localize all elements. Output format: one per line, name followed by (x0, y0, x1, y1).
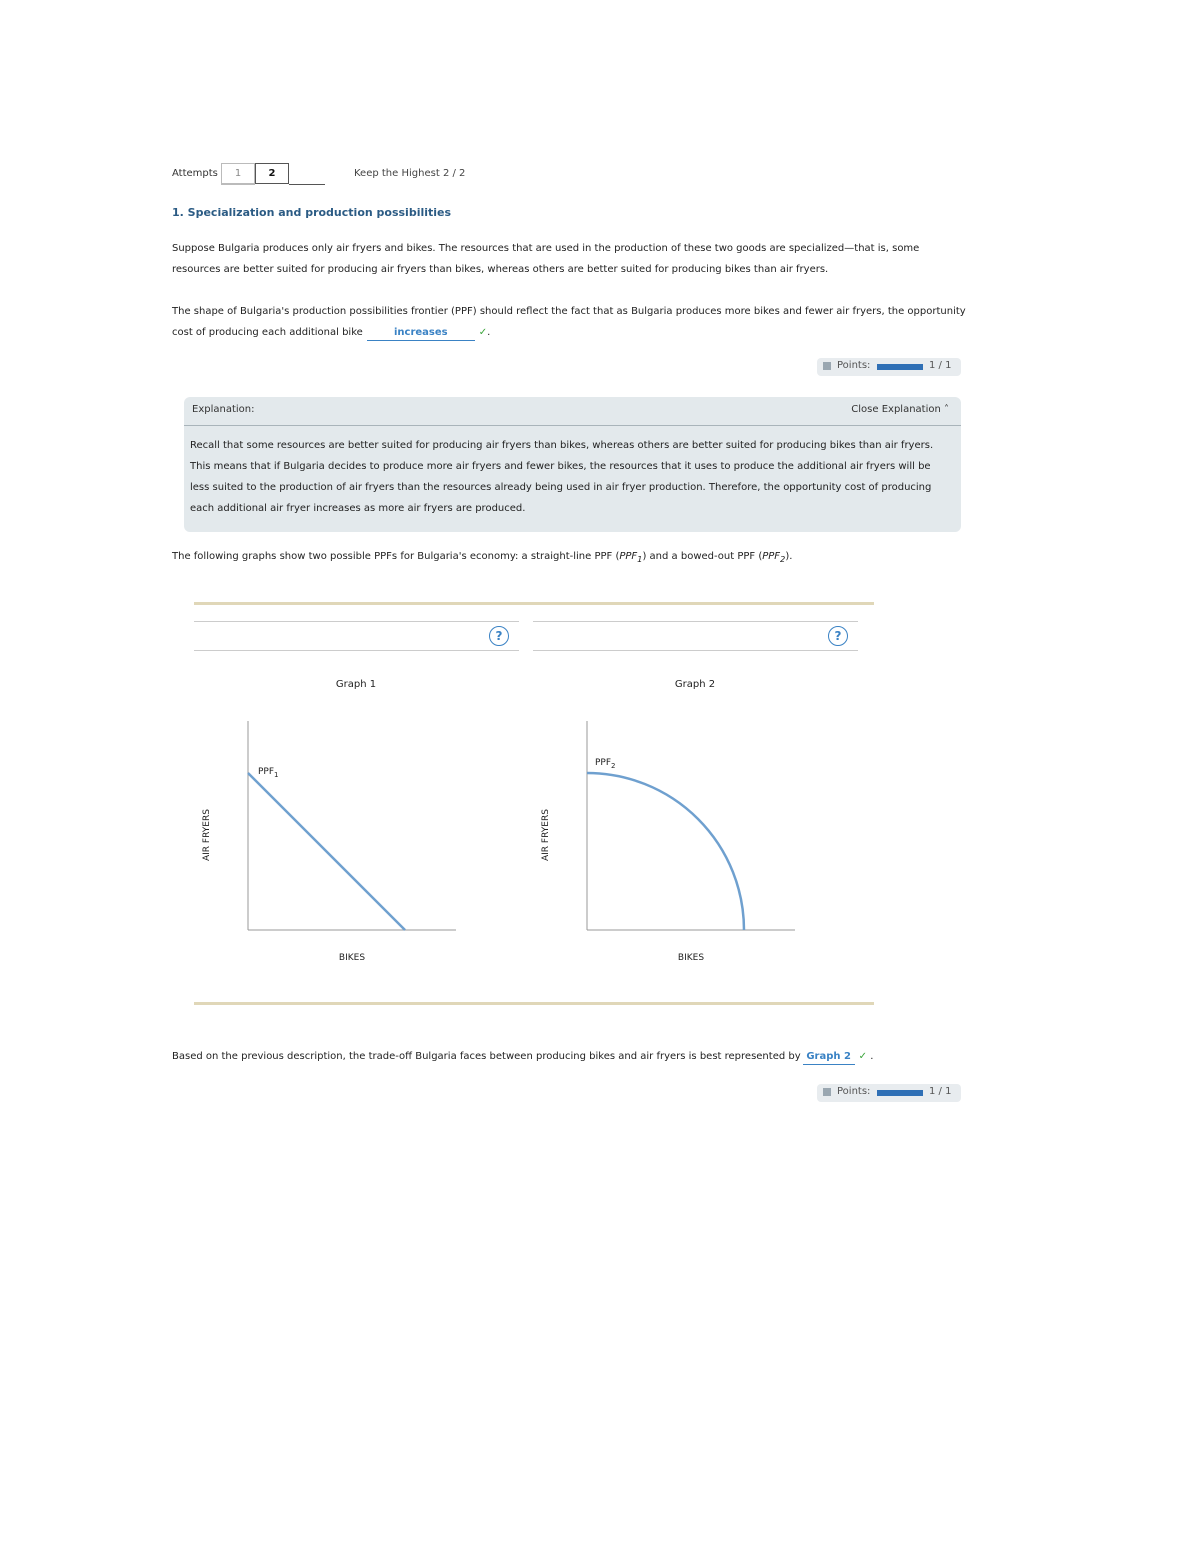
points-progress-bar (877, 364, 923, 370)
answer-dropdown-1[interactable]: increases (367, 326, 475, 341)
ppf2-curve (587, 773, 744, 930)
points-flag-icon (823, 362, 831, 370)
question-paragraph-3 (172, 1050, 873, 1065)
graph1-curve-name: PPF (258, 767, 275, 777)
attempts-divider (289, 184, 325, 185)
graphs-intro (172, 551, 792, 564)
graph2-curve-sub: 2 (611, 761, 616, 770)
close-explanation-button[interactable] (851, 404, 949, 415)
graphs-intro-end: ). (785, 551, 793, 562)
attempt-tab-1[interactable]: 1 (221, 163, 255, 184)
graph2-y-label: AIR FRYERS (541, 809, 551, 861)
points-value: 1 / 1 (929, 1086, 952, 1097)
points-progress-bar (877, 1090, 923, 1096)
graph2-title: Graph 2 (674, 679, 716, 690)
correct-check-icon: ✓ (858, 1051, 868, 1062)
period: . (870, 1051, 874, 1062)
ppf1-name: PPF (619, 551, 638, 562)
graph1-toolbar (194, 621, 519, 651)
ppf2-name: PPF (762, 551, 781, 562)
explanation-text: Recall that some resources are better suited for producing air fryers than bikes, whereas others are better suited for producing bikes than air fryers. This means that if Bulgaria decides to produce more air fryers and fewer bikes, the resources that it uses to produce the additional air fryers will be less suited to the production of air fryers than the resources already being used in air fryer production. Therefore, the opportunity cost of producing each additional air fryer increases as more air fryers are produced. (190, 440, 934, 514)
keep-highest-text: Keep the Highest (354, 168, 440, 179)
points-indicator (817, 358, 961, 376)
graph1-curve-label (258, 767, 279, 779)
graph1-chart (240, 715, 465, 940)
question-paragraph-3-text: Based on the previous description, the trade-off Bulgaria faces between producing bikes and air fryers is best represented by (172, 1051, 801, 1062)
points-flag-icon (823, 1088, 831, 1096)
points-label: Points: (837, 360, 871, 371)
period: . (487, 327, 491, 338)
graphs-intro-middle: ) and a bowed-out PPF ( (642, 551, 763, 562)
question-title: 1. Specialization and production possibilities (172, 206, 452, 219)
graph1-y-label: AIR FRYERS (202, 809, 212, 861)
graph1-x-label: BIKES (338, 953, 366, 963)
help-icon[interactable]: ? (828, 626, 848, 646)
explanation-divider (184, 425, 961, 426)
graph2-chart (579, 715, 804, 940)
keep-highest-label (354, 168, 465, 179)
close-explanation-label: Close Explanation (851, 404, 941, 415)
question-paragraph-1: Suppose Bulgaria produces only air fryers and bikes. The resources that are used in the production of these two goods are specialized—that is, some resources are better suited for producing air fryers than bikes, whereas others are better suited for producing bikes than air fryers. (172, 243, 920, 275)
correct-check-icon: ✓ (478, 327, 488, 338)
attempts-label: Attempts (172, 168, 218, 179)
explanation-header: Explanation: (192, 404, 255, 415)
attempt-tab-2[interactable]: 2 (255, 163, 289, 184)
ppf2-sub: 2 (780, 554, 786, 564)
attempts-score: 2 / 2 (442, 168, 466, 179)
ppf1-sub: 1 (637, 554, 643, 564)
chevron-up-icon: ˄ (944, 404, 949, 415)
graph-area-top-border (194, 602, 874, 605)
graph1-title: Graph 1 (335, 679, 377, 690)
points-indicator (817, 1084, 961, 1102)
graph2-toolbar (533, 621, 858, 651)
question-paragraph-2-text: The shape of Bulgaria's production possibilities frontier (PPF) should reflect the fact that as Bulgaria produces more bikes and fewer air fryers, the opportunity cost of producing each additional bike (172, 306, 966, 338)
graph2-curve-label (595, 758, 616, 770)
graph1-curve-sub: 1 (274, 770, 279, 779)
attempts-divider (221, 184, 255, 185)
explanation-panel (184, 397, 961, 532)
graph-area-bottom-border (194, 1002, 874, 1005)
points-value: 1 / 1 (929, 360, 952, 371)
answer-dropdown-2[interactable]: Graph 2 (803, 1050, 855, 1065)
points-label: Points: (837, 1086, 871, 1097)
help-icon[interactable]: ? (489, 626, 509, 646)
question-paragraph-2 (172, 301, 967, 343)
graph2-curve-name: PPF (595, 758, 612, 768)
graphs-intro-text: The following graphs show two possible PPFs for Bulgaria's economy: a straight-line PPF ( (172, 551, 620, 562)
graph2-x-label: BIKES (677, 953, 705, 963)
